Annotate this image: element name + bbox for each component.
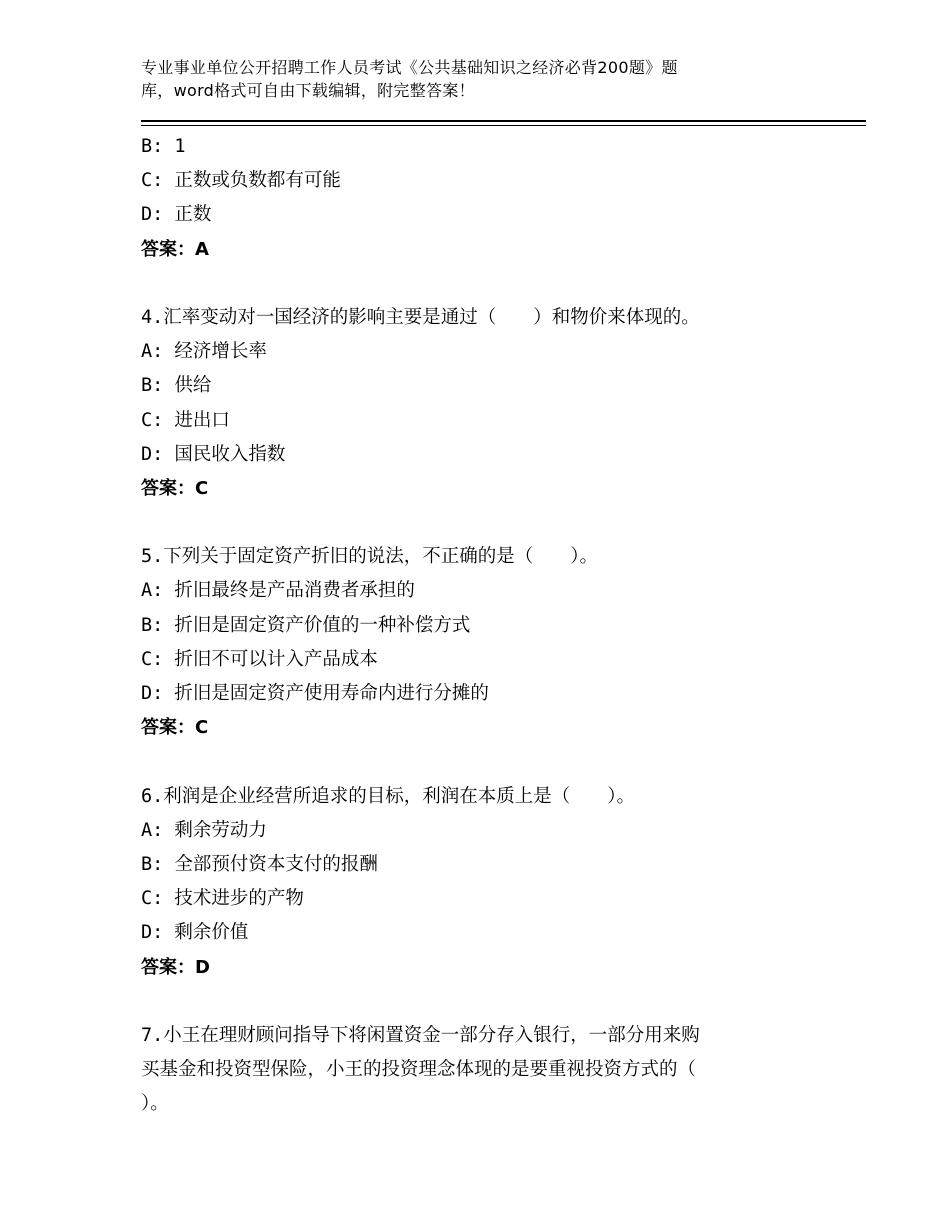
option-b: B: 折旧是固定资产价值的一种补偿方式 [141,614,471,636]
answer: 答案：C [141,477,209,499]
answer: 答案：D [141,956,210,978]
option-c: C: 技术进步的产物 [141,888,304,910]
header-line-1: 专业事业单位公开招聘工作人员考试《公共基础知识之经济必背200题》题 [141,58,678,77]
option-b: B: 全部预付资本支付的报酬 [141,853,378,875]
option-d: D: 正数 [141,204,212,226]
option-c: C: 正数或负数都有可能 [141,170,341,192]
option-b: B: 供给 [141,375,212,397]
question-stem-line-3: ）。 [141,1093,169,1115]
header-rule-thin [141,125,866,126]
document-header [141,56,781,102]
header-rule-thick [141,120,866,122]
option-d: D: 国民收入指数 [141,443,286,465]
question-stem: 4.汇率变动对一国经济的影响主要是通过（ ）和物价来体现的。 [141,306,700,328]
header-line-2: 库，word格式可自由下载编辑，附完整答案！ [141,81,475,100]
option-b: B: 1 [141,136,186,157]
question-6 [141,780,841,985]
question-7 [141,1019,841,1122]
document-body [141,130,841,1121]
option-c: C: 折旧不可以计入产品成本 [141,648,378,670]
option-a: A: 折旧最终是产品消费者承担的 [141,580,415,602]
option-a: A: 经济增长率 [141,341,267,363]
question-stem-line-2: 买基金和投资型保险，小王的投资理念体现的是要重视投资方式的（ [141,1059,697,1081]
question-3 [141,130,841,267]
question-stem: 5.下列关于固定资产折旧的说法，不正确的是（ ）。 [141,546,599,568]
question-stem-line-1: 7.小王在理财顾问指导下将闲置资金一部分存入银行，一部分用来购 [141,1024,700,1046]
question-5 [141,540,841,745]
option-d: D: 剩余价值 [141,922,249,944]
question-4 [141,301,841,506]
option-a: A: 剩余劳动力 [141,819,267,841]
answer: 答案：A [141,238,209,260]
answer: 答案：C [141,717,209,739]
question-stem: 6.利润是企业经营所追求的目标，利润在本质上是（ ）。 [141,785,636,807]
option-d: D: 折旧是固定资产使用寿命内进行分摊的 [141,683,489,704]
option-c: C: 进出口 [141,409,230,431]
